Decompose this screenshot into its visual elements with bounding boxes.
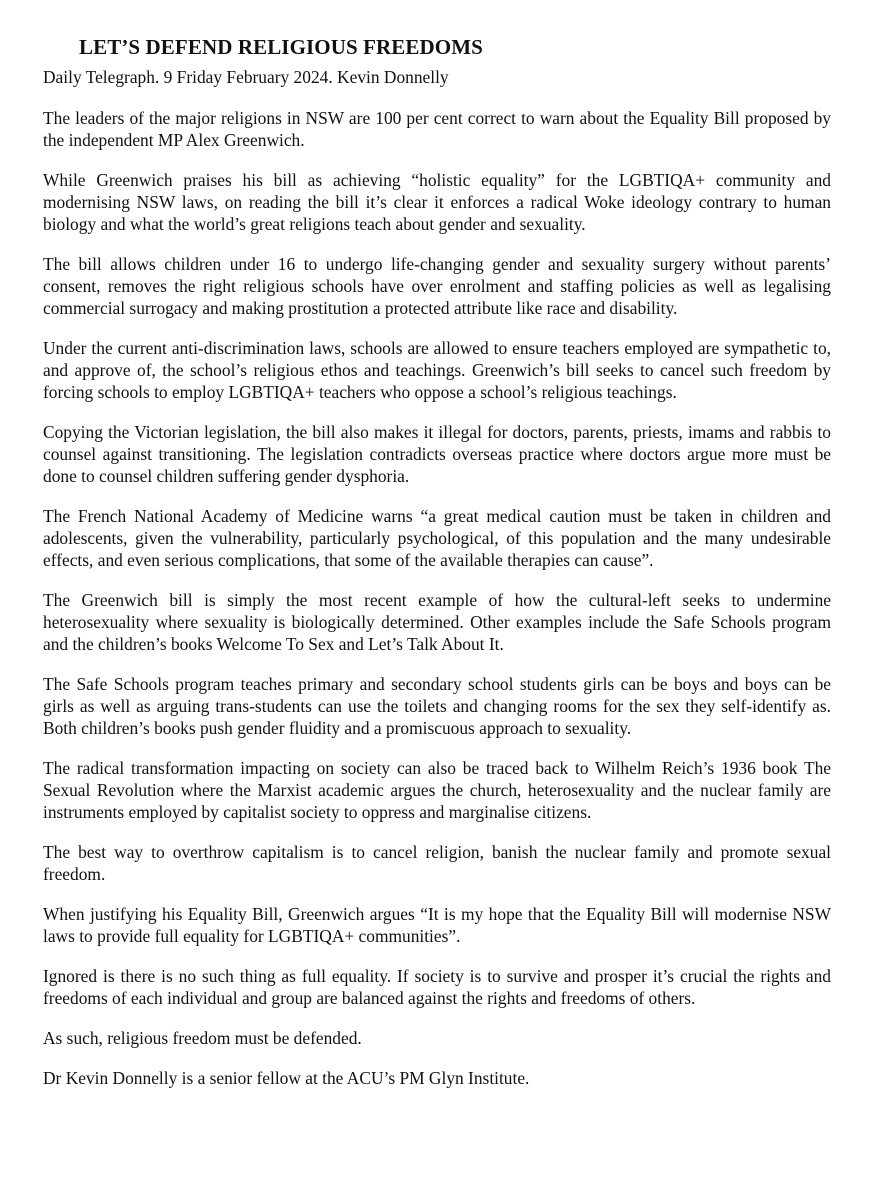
paragraph: The Safe Schools program teaches primary and secondary school students girls can be boys and boys can be girls as well as arguing trans-students can use the toilets and changing rooms for the sex they self-identify as. Both children’s books push gender fluidity and a promiscuous approach to sexuality. (43, 674, 831, 738)
paragraph: While Greenwich praises his bill as achieving “holistic equality” for the LGBTIQA+ community and modernising NSW laws, on reading the bill it’s clear it enforces a radical Woke ideology contrary to human biology and what the world’s great religions teach about gender and sexuality. (43, 170, 831, 234)
paragraph: The French National Academy of Medicine warns “a great medical caution must be taken in children and adolescents, given the vulnerability, particularly psychological, of this population and the many undesirable effects, and even serious complications, that some of the available therapies can cause”. (43, 506, 831, 570)
paragraph: The Greenwich bill is simply the most recent example of how the cultural-left seeks to undermine heterosexuality where sexuality is biologically determined. Other examples include the Safe Schools program and the children’s books Welcome To Sex and Let’s Talk About It. (43, 590, 831, 654)
paragraph: As such, religious freedom must be defended. (43, 1028, 362, 1048)
paragraph: Copying the Victorian legislation, the bill also makes it illegal for doctors, parents, priests, imams and rabbis to counsel against transitioning. The legislation contradicts overseas practice where doctors argue more must be done to counsel children suffering gender dysphoria. (43, 422, 831, 486)
paragraph: Under the current anti-discrimination laws, schools are allowed to ensure teachers employed are sympathetic to, and approve of, the school’s religious ethos and teachings. Greenwich’s bill seeks to cancel such freedom by forcing schools to employ LGBTIQA+ teachers who oppose a school’s religious teachings. (43, 338, 831, 402)
paragraph: The leaders of the major religions in NSW are 100 per cent correct to warn about the Equality Bill proposed by the independent MP Alex Greenwich. (43, 108, 831, 150)
article-title: LET’S DEFEND RELIGIOUS FREEDOMS (79, 35, 483, 59)
article (43, 34, 831, 1089)
paragraph: The bill allows children under 16 to undergo life-changing gender and sexuality surgery without parents’ consent, removes the right religious schools have over enrolment and staffing policies as well as legalising commercial surrogacy and making prostitution a protected attribute like race and disability. (43, 254, 831, 318)
paragraph: Ignored is there is no such thing as full equality. If society is to survive and prosper it’s crucial the rights and freedoms of each individual and group are balanced against the rights and freedoms of others. (43, 966, 831, 1008)
article-byline: Daily Telegraph. 9 Friday February 2024. Kevin Donnelly (43, 67, 449, 87)
paragraph: The best way to overthrow capitalism is to cancel religion, banish the nuclear family and promote sexual freedom. (43, 842, 831, 884)
paragraph: When justifying his Equality Bill, Greenwich argues “It is my hope that the Equality Bill will modernise NSW laws to provide full equality for LGBTIQA+ communities”. (43, 904, 831, 946)
paragraph: The radical transformation impacting on society can also be traced back to Wilhelm Reich’s 1936 book The Sexual Revolution where the Marxist academic argues the church, heterosexuality and the nuclear family are instruments employed by capitalist society to oppress and marginalise citizens. (43, 758, 831, 822)
author-bio: Dr Kevin Donnelly is a senior fellow at the ACU’s PM Glyn Institute. (43, 1068, 530, 1088)
